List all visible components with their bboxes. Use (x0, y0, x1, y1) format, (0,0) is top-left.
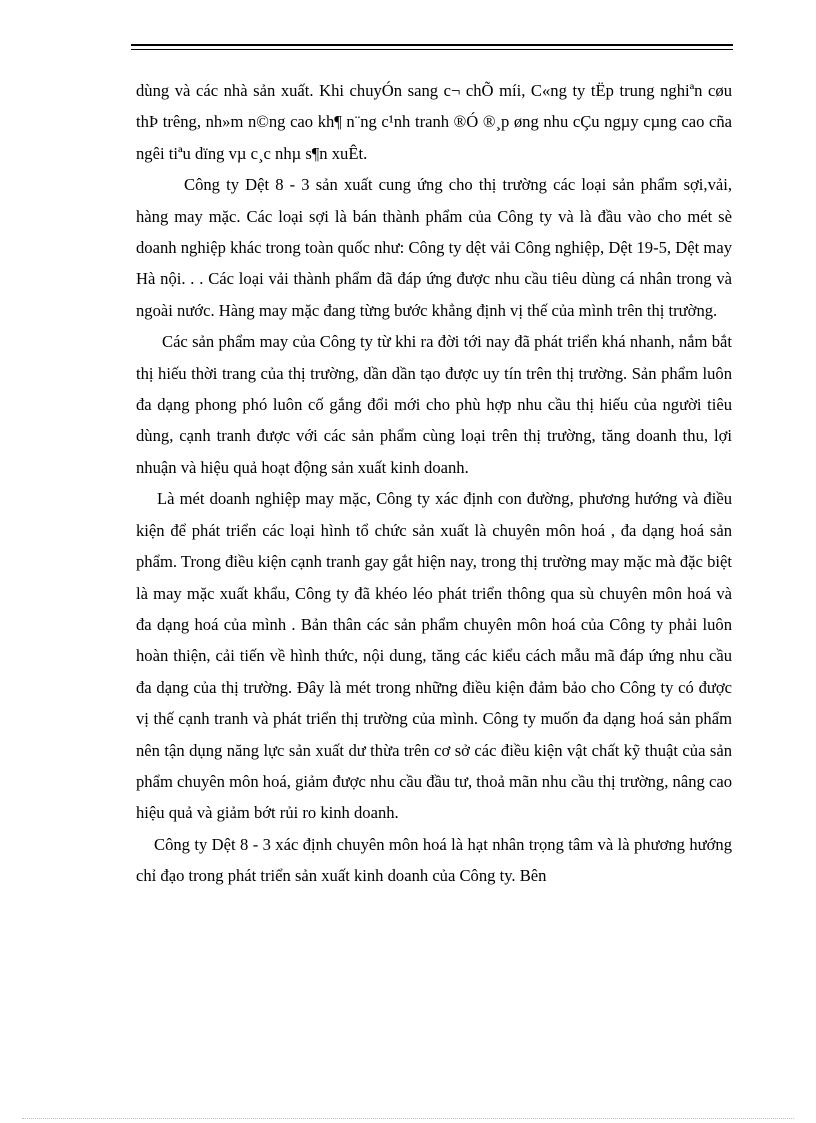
header-rule (131, 44, 733, 50)
paragraph-products-overview: Công ty Dệt 8 - 3 sản xuất cung ứng cho thị trường các loại sản phẩm sợi,vải, hàng may mặc. Các loại sợi là bán thành phẩm của Công ty và là đầu vào cho mét sè doanh nghiệp khác trong toàn quốc như: Công ty dệt vải Công nghiệp, Dệt 19-5, Dệt may Hà nội. . . Các loại vải thành phẩm đã đáp ứng được nhu cầu tiêu dùng cá nhân trong và ngoài nước. Hàng may mặc đang từng bước khẳng định vị thế của mình trên thị trường. (136, 175, 732, 320)
footer-rule (22, 1118, 794, 1119)
paragraph-specialization-diversification: Là mét doanh nghiệp may mặc, Công ty xác định con đường, phương hướng và điều kiện để phát triển các loại hình tổ chức sản xuất là chuyên môn hoá , đa dạng hoá sản phẩm. Trong điều kiện cạnh tranh gay gắt hiện nay, trong thị trường may mặc mà đặc biệt là may mặc xuất khẩu, Công ty đã khéo léo phát triển thông qua sù chuyên môn hoá và đa dạng hoá của mình . Bản thân các sản phẩm chuyên môn hoá của Công ty phải luôn hoàn thiện, cải tiến về hình thức, nội dung, tăng các kiểu cách mẫu mã đáp ứng nhu cầu đa dạng của thị trường. Đây là mét trong những điều kiện đảm bảo cho Công ty có được vị thế cạnh tranh và phát triển thị trường của mình. Công ty muốn đa dạng hoá sản phẩm nên tận dụng năng lực sản xuất dư thừa trên cơ sở các điều kiện vật chất kỹ thuật của sản phẩm chuyên môn hoá, giảm được nhu cầu đầu tư, thoả mãn nhu cầu thị trường, nâng cao hiệu quả và giảm bớt rủi ro kinh doanh. (136, 489, 732, 823)
document-body (136, 75, 732, 892)
paragraph-garment-development: Các sản phẩm may của Công ty từ khi ra đời tới nay đã phát triển khá nhanh, nắm bắt thị hiếu thời trang của thị trường, dần dần tạo được uy tín trên thị trường. Sản phẩm luôn đa dạng phong phó luôn cố gắng đổi mới cho phù hợp nhu cầu thị hiếu của người tiêu dùng, cạnh tranh được với các sản phẩm cùng loại trên thị trường, tăng doanh thu, lợi nhuận và hiệu quả hoạt động sản xuất kinh doanh. (136, 332, 732, 477)
paragraph-core-strategy: Công ty Dệt 8 - 3 xác định chuyên môn hoá là hạt nhân trọng tâm và là phương hướng chỉ đạo trong phát triển sản xuất kinh doanh của Công ty. Bên (136, 834, 732, 886)
paragraph-continuation: dùng và các nhà sản xuất. Khi chuyÓn sang c¬ chÕ míi, C«ng ty tËp trung nghiªn cøu thÞ trêng, nh»m n©ng cao kh¶ n¨ng c¹nh tranh ®Ó ®¸p øng nhu cÇu ngµy cµng cao cña ngêi tiªu dïng vµ c¸c nhµ s¶n xuÊt. (136, 81, 732, 163)
